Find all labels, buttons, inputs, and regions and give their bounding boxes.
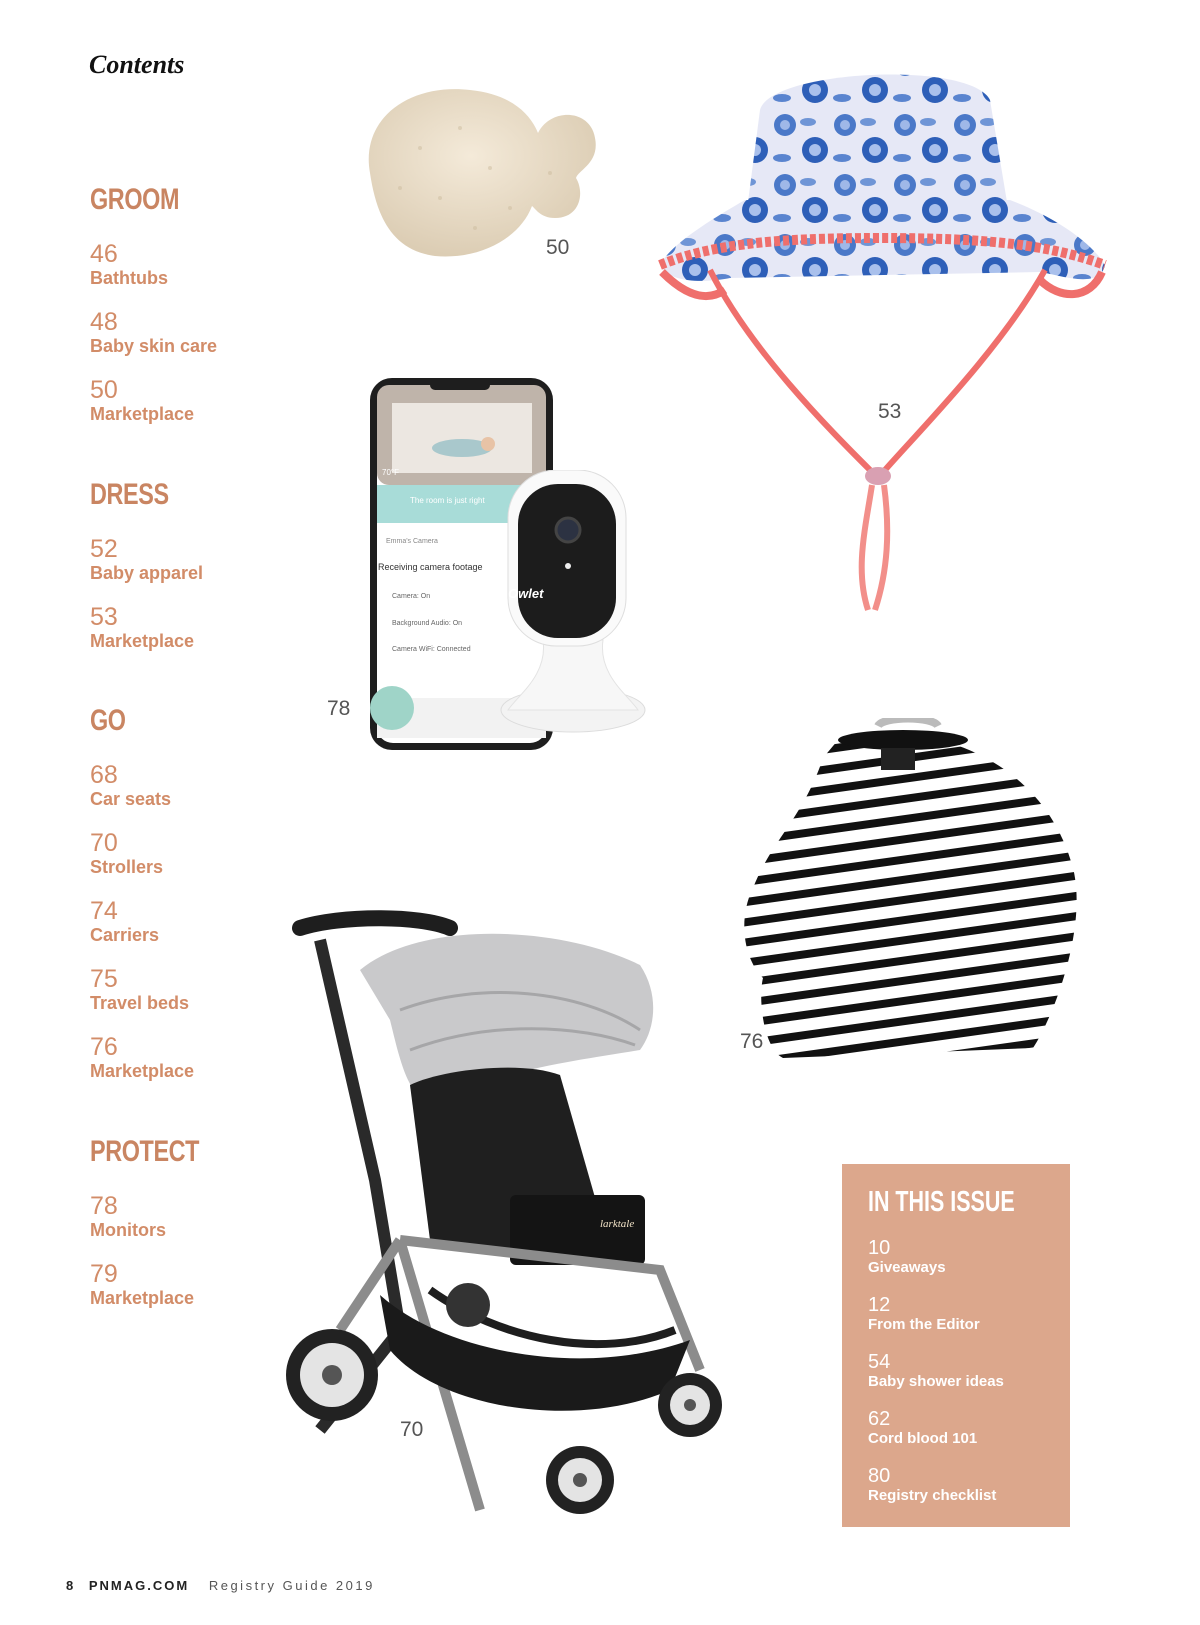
monitor-row-audio: Background Audio: On — [392, 620, 463, 627]
footer-guide-title: Registry Guide 2019 — [208, 1578, 375, 1593]
car-seat-cover-image — [733, 718, 1083, 1073]
toc-entry-go-marketplace[interactable] — [90, 1035, 194, 1082]
section-heading-go: GO — [90, 704, 126, 737]
owlet-logo: Owlet — [508, 586, 544, 601]
toc-page-number: 78 — [90, 1192, 118, 1220]
issue-label: From the Editor — [868, 1316, 980, 1333]
issue-page-number: 54 — [868, 1351, 891, 1373]
issue-item-baby-shower-ideas[interactable] — [868, 1352, 1004, 1392]
issue-item-cord-blood-101[interactable] — [868, 1409, 977, 1449]
toc-entry-protect-marketplace[interactable] — [90, 1262, 194, 1309]
toc-label: Marketplace — [90, 1288, 195, 1308]
toc-page-number: 50 — [90, 376, 118, 404]
toc-entry-baby-skin-care[interactable] — [90, 310, 217, 357]
toc-entry-dress-marketplace[interactable] — [90, 605, 194, 652]
issue-item-from-the-editor[interactable] — [868, 1295, 980, 1335]
toc-entry-strollers[interactable] — [90, 831, 163, 878]
issue-item-giveaways[interactable] — [868, 1238, 946, 1278]
toc-label: Marketplace — [90, 631, 195, 651]
sun-hat-image — [650, 50, 1110, 630]
toc-page-number: 79 — [90, 1260, 118, 1288]
toc-page-number: 74 — [90, 897, 118, 925]
owlet-camera — [488, 470, 648, 750]
toc-label: Baby apparel — [90, 563, 204, 583]
monitor-receiving: Receiving camera footage — [378, 562, 483, 572]
page-ref-monitor: 78 — [327, 697, 351, 720]
section-heading-protect: PROTECT — [90, 1135, 200, 1168]
monitor-temp: 70°F — [382, 468, 399, 477]
toc-entry-carriers[interactable] — [90, 899, 159, 946]
in-this-issue-box — [842, 1164, 1070, 1527]
toc-label: Strollers — [90, 857, 164, 877]
page-ref-sponge: 50 — [546, 236, 570, 259]
larktale-logo: larktale — [600, 1218, 635, 1230]
in-this-issue-heading: IN THIS ISSUE — [868, 1186, 1015, 1218]
page-ref-hat: 53 — [878, 400, 902, 423]
toc-page-number: 48 — [90, 308, 118, 336]
stroller-image — [280, 910, 750, 1525]
toc-page-number: 53 — [90, 603, 118, 631]
footer-page-number: 8 — [66, 1578, 76, 1593]
issue-label: Registry checklist — [868, 1487, 997, 1504]
section-heading-dress: DRESS — [90, 478, 169, 511]
toc-page-number: 76 — [90, 1033, 118, 1061]
toc-entry-monitors[interactable] — [90, 1194, 166, 1241]
page-ref-stroller: 70 — [400, 1418, 424, 1441]
monitor-camera-name: Emma's Camera — [386, 538, 438, 545]
monitor-status: The room is just right — [410, 496, 485, 505]
toc-page-number: 70 — [90, 829, 118, 857]
toc-entry-car-seats[interactable] — [90, 763, 171, 810]
issue-page-number: 12 — [868, 1294, 891, 1316]
page-ref-cover: 76 — [740, 1030, 764, 1053]
toc-label: Marketplace — [90, 404, 195, 424]
page-title: Contents — [89, 50, 185, 79]
issue-page-number: 80 — [868, 1465, 891, 1487]
toc-page-number: 68 — [90, 761, 118, 789]
issue-label: Cord blood 101 — [868, 1430, 978, 1447]
toc-entry-bathtubs[interactable] — [90, 242, 168, 289]
toc-entry-baby-apparel[interactable] — [90, 537, 203, 584]
toc-label: Monitors — [90, 1220, 166, 1240]
issue-page-number: 62 — [868, 1408, 891, 1430]
issue-item-registry-checklist[interactable] — [868, 1466, 996, 1506]
toc-entry-groom-marketplace[interactable] — [90, 378, 194, 425]
toc-page-number: 75 — [90, 965, 118, 993]
toc-label: Baby skin care — [90, 336, 218, 356]
toc-label: Car seats — [90, 789, 172, 809]
monitor-row-wifi: Camera WiFi: Connected — [392, 646, 471, 653]
issue-label: Baby shower ideas — [868, 1373, 1004, 1390]
issue-label: Giveaways — [868, 1259, 946, 1276]
monitor-row-camera: Camera: On — [392, 593, 431, 600]
toc-page-number: 46 — [90, 240, 118, 268]
toc-label: Marketplace — [90, 1061, 195, 1081]
toc-entry-travel-beds[interactable] — [90, 967, 189, 1014]
toc-label: Carriers — [90, 925, 160, 945]
page-footer — [66, 1578, 375, 1593]
toc-page-number: 52 — [90, 535, 118, 563]
toc-label: Bathtubs — [90, 268, 168, 288]
baby-monitor-image — [370, 378, 660, 750]
issue-page-number: 10 — [868, 1237, 891, 1259]
footer-site[interactable]: PNMAG.COM — [88, 1578, 190, 1593]
section-heading-groom: GROOM — [90, 183, 180, 216]
toc-label: Travel beds — [90, 993, 190, 1013]
